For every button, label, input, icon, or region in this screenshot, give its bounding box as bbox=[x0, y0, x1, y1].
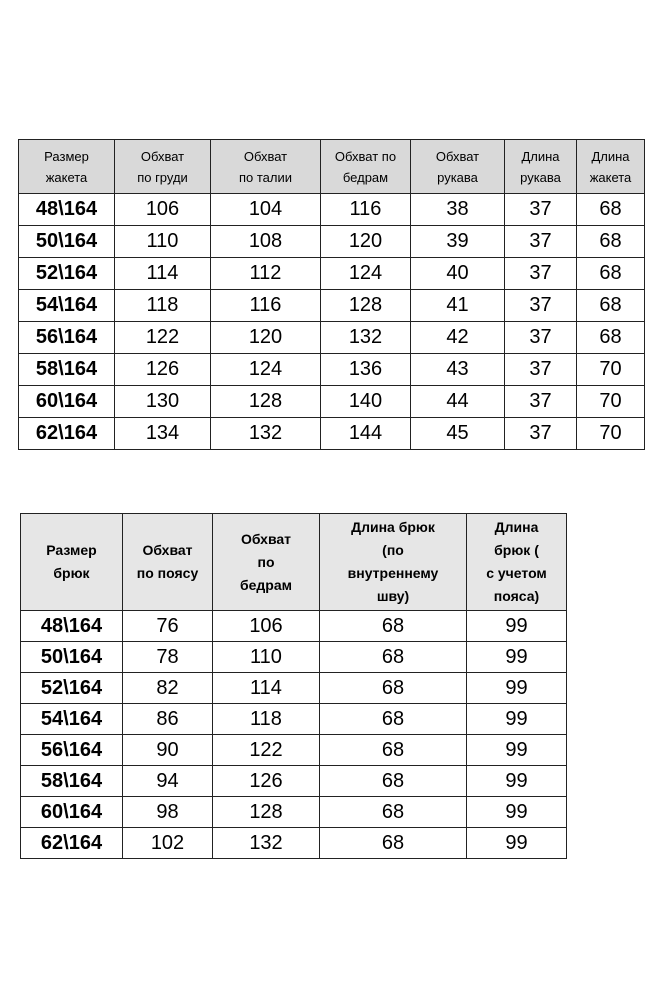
jacket-header-hips: Обхват по бедрам bbox=[321, 140, 411, 194]
jacket-size-table bbox=[18, 139, 645, 450]
pants-table-row bbox=[21, 611, 567, 642]
jacket-header-sleeve-girth: Обхват рукава bbox=[411, 140, 505, 194]
pants-size-cell: 54\164 bbox=[21, 704, 123, 735]
jacket-value-cell: 140 bbox=[321, 386, 411, 418]
pants-value-cell: 99 bbox=[467, 828, 567, 859]
jacket-header-jacket-length: Длина жакета bbox=[577, 140, 645, 194]
jacket-value-cell: 132 bbox=[211, 418, 321, 450]
jacket-header-size: Размер жакета bbox=[19, 140, 115, 194]
pants-table-row bbox=[21, 766, 567, 797]
jacket-value-cell: 37 bbox=[505, 418, 577, 450]
pants-value-cell: 90 bbox=[123, 735, 213, 766]
jacket-header-chest: Обхват по груди bbox=[115, 140, 211, 194]
jacket-size-cell: 62\164 bbox=[19, 418, 115, 450]
jacket-table-row bbox=[19, 226, 645, 258]
pants-table-row bbox=[21, 642, 567, 673]
pants-size-cell: 58\164 bbox=[21, 766, 123, 797]
pants-value-cell: 132 bbox=[213, 828, 320, 859]
jacket-value-cell: 37 bbox=[505, 226, 577, 258]
jacket-value-cell: 122 bbox=[115, 322, 211, 354]
jacket-value-cell: 70 bbox=[577, 386, 645, 418]
pants-value-cell: 118 bbox=[213, 704, 320, 735]
jacket-value-cell: 68 bbox=[577, 258, 645, 290]
pants-value-cell: 114 bbox=[213, 673, 320, 704]
jacket-value-cell: 37 bbox=[505, 354, 577, 386]
pants-value-cell: 68 bbox=[320, 766, 467, 797]
jacket-value-cell: 38 bbox=[411, 194, 505, 226]
jacket-value-cell: 42 bbox=[411, 322, 505, 354]
pants-value-cell: 68 bbox=[320, 611, 467, 642]
jacket-value-cell: 130 bbox=[115, 386, 211, 418]
jacket-table-row bbox=[19, 354, 645, 386]
jacket-value-cell: 37 bbox=[505, 290, 577, 322]
jacket-value-cell: 70 bbox=[577, 354, 645, 386]
pants-header-size: Размер брюк bbox=[21, 514, 123, 611]
pants-header-hips: Обхват по бедрам bbox=[213, 514, 320, 611]
jacket-table-row bbox=[19, 418, 645, 450]
jacket-value-cell: 124 bbox=[211, 354, 321, 386]
pants-header-row bbox=[21, 514, 567, 611]
jacket-value-cell: 41 bbox=[411, 290, 505, 322]
jacket-value-cell: 104 bbox=[211, 194, 321, 226]
jacket-table-row bbox=[19, 322, 645, 354]
pants-value-cell: 106 bbox=[213, 611, 320, 642]
jacket-value-cell: 37 bbox=[505, 194, 577, 226]
pants-table-row bbox=[21, 828, 567, 859]
jacket-value-cell: 44 bbox=[411, 386, 505, 418]
jacket-size-cell: 58\164 bbox=[19, 354, 115, 386]
jacket-header-waist: Обхват по талии bbox=[211, 140, 321, 194]
pants-value-cell: 78 bbox=[123, 642, 213, 673]
jacket-value-cell: 112 bbox=[211, 258, 321, 290]
jacket-value-cell: 70 bbox=[577, 418, 645, 450]
pants-value-cell: 99 bbox=[467, 704, 567, 735]
jacket-value-cell: 144 bbox=[321, 418, 411, 450]
pants-size-cell: 50\164 bbox=[21, 642, 123, 673]
pants-size-cell: 52\164 bbox=[21, 673, 123, 704]
jacket-table-row bbox=[19, 386, 645, 418]
pants-header-length-with-belt: Длина брюк ( с учетом пояса) bbox=[467, 514, 567, 611]
pants-table-row bbox=[21, 673, 567, 704]
jacket-value-cell: 128 bbox=[321, 290, 411, 322]
jacket-value-cell: 132 bbox=[321, 322, 411, 354]
jacket-size-cell: 52\164 bbox=[19, 258, 115, 290]
jacket-value-cell: 108 bbox=[211, 226, 321, 258]
pants-value-cell: 122 bbox=[213, 735, 320, 766]
jacket-value-cell: 118 bbox=[115, 290, 211, 322]
pants-value-cell: 68 bbox=[320, 704, 467, 735]
jacket-table-row bbox=[19, 290, 645, 322]
pants-size-cell: 62\164 bbox=[21, 828, 123, 859]
pants-value-cell: 128 bbox=[213, 797, 320, 828]
jacket-value-cell: 68 bbox=[577, 322, 645, 354]
jacket-value-cell: 134 bbox=[115, 418, 211, 450]
jacket-value-cell: 37 bbox=[505, 386, 577, 418]
jacket-table-header bbox=[19, 140, 645, 194]
pants-value-cell: 102 bbox=[123, 828, 213, 859]
pants-value-cell: 94 bbox=[123, 766, 213, 797]
pants-value-cell: 110 bbox=[213, 642, 320, 673]
pants-value-cell: 82 bbox=[123, 673, 213, 704]
jacket-table-body bbox=[19, 194, 645, 450]
jacket-value-cell: 126 bbox=[115, 354, 211, 386]
pants-value-cell: 99 bbox=[467, 735, 567, 766]
jacket-header-sleeve-length: Длина рукава bbox=[505, 140, 577, 194]
jacket-size-cell: 50\164 bbox=[19, 226, 115, 258]
pants-value-cell: 68 bbox=[320, 735, 467, 766]
jacket-value-cell: 40 bbox=[411, 258, 505, 290]
pants-value-cell: 68 bbox=[320, 642, 467, 673]
pants-value-cell: 68 bbox=[320, 828, 467, 859]
jacket-value-cell: 116 bbox=[321, 194, 411, 226]
pants-table-header bbox=[21, 514, 567, 611]
pants-size-cell: 60\164 bbox=[21, 797, 123, 828]
jacket-size-cell: 54\164 bbox=[19, 290, 115, 322]
jacket-table-row bbox=[19, 258, 645, 290]
jacket-value-cell: 37 bbox=[505, 258, 577, 290]
jacket-header-row bbox=[19, 140, 645, 194]
pants-table-row bbox=[21, 735, 567, 766]
pants-size-cell: 56\164 bbox=[21, 735, 123, 766]
pants-table-row bbox=[21, 704, 567, 735]
jacket-value-cell: 136 bbox=[321, 354, 411, 386]
jacket-value-cell: 68 bbox=[577, 194, 645, 226]
jacket-value-cell: 68 bbox=[577, 226, 645, 258]
pants-size-table bbox=[20, 513, 567, 859]
pants-value-cell: 76 bbox=[123, 611, 213, 642]
pants-header-waist: Обхват по поясу bbox=[123, 514, 213, 611]
pants-table-row bbox=[21, 797, 567, 828]
pants-header-inseam: Длина брюк (по внутреннему шву) bbox=[320, 514, 467, 611]
pants-value-cell: 98 bbox=[123, 797, 213, 828]
jacket-value-cell: 114 bbox=[115, 258, 211, 290]
pants-value-cell: 99 bbox=[467, 642, 567, 673]
pants-value-cell: 99 bbox=[467, 766, 567, 797]
jacket-value-cell: 39 bbox=[411, 226, 505, 258]
pants-value-cell: 86 bbox=[123, 704, 213, 735]
jacket-value-cell: 120 bbox=[321, 226, 411, 258]
jacket-value-cell: 45 bbox=[411, 418, 505, 450]
pants-value-cell: 99 bbox=[467, 797, 567, 828]
jacket-value-cell: 37 bbox=[505, 322, 577, 354]
pants-table-body bbox=[21, 611, 567, 859]
jacket-value-cell: 120 bbox=[211, 322, 321, 354]
pants-value-cell: 68 bbox=[320, 673, 467, 704]
jacket-value-cell: 124 bbox=[321, 258, 411, 290]
jacket-value-cell: 68 bbox=[577, 290, 645, 322]
jacket-size-cell: 56\164 bbox=[19, 322, 115, 354]
jacket-value-cell: 128 bbox=[211, 386, 321, 418]
pants-value-cell: 126 bbox=[213, 766, 320, 797]
jacket-value-cell: 110 bbox=[115, 226, 211, 258]
jacket-size-cell: 60\164 bbox=[19, 386, 115, 418]
jacket-table-row bbox=[19, 194, 645, 226]
jacket-value-cell: 106 bbox=[115, 194, 211, 226]
pants-value-cell: 68 bbox=[320, 797, 467, 828]
jacket-value-cell: 43 bbox=[411, 354, 505, 386]
jacket-value-cell: 116 bbox=[211, 290, 321, 322]
jacket-size-cell: 48\164 bbox=[19, 194, 115, 226]
pants-value-cell: 99 bbox=[467, 673, 567, 704]
pants-value-cell: 99 bbox=[467, 611, 567, 642]
pants-size-cell: 48\164 bbox=[21, 611, 123, 642]
